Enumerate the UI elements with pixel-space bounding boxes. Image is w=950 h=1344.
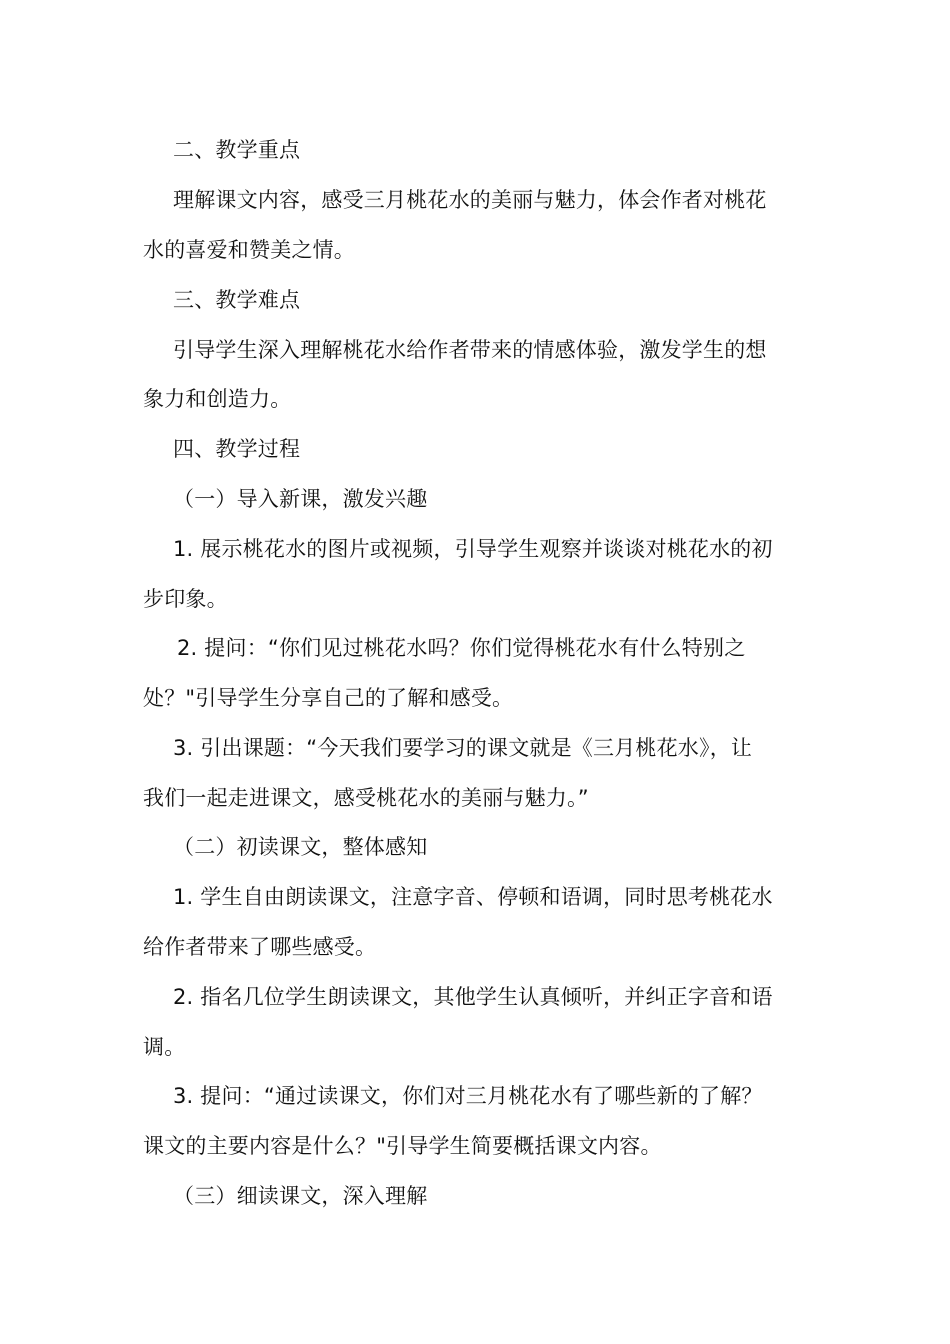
heading-process: 四、教学过程: [173, 437, 301, 461]
list-item-line: 课文的主要内容是什么？"引导学生简要概括课文内容。: [143, 1134, 662, 1158]
list-item-line: 步印象。: [143, 587, 228, 611]
list-item-line: 1. 学生自由朗读课文，注意字音、停顿和语调，同时思考桃花水: [173, 885, 773, 909]
paragraph-line: 理解课文内容，感受三月桃花水的美丽与魅力，体会作者对桃花: [173, 188, 767, 212]
list-item-line: 调。: [143, 1035, 186, 1059]
subheading-intro: （一）导入新课，激发兴趣: [173, 487, 428, 511]
list-item-line: 2. 指名几位学生朗读课文，其他学生认真倾听，并纠正字音和语: [173, 985, 773, 1009]
list-item-line: 给作者带来了哪些感受。: [143, 935, 377, 959]
subheading-close-reading: （三）细读课文，深入理解: [173, 1184, 428, 1208]
heading-key-points: 二、教学重点: [173, 138, 301, 162]
paragraph-line: 象力和创造力。: [143, 387, 292, 411]
paragraph-line: 水的喜爱和赞美之情。: [143, 238, 355, 262]
heading-difficulties: 三、教学难点: [173, 288, 301, 312]
list-item-line: 3. 引出课题：“今天我们要学习的课文就是《三月桃花水》，让: [173, 736, 753, 760]
list-item-line: 3. 提问：“通过读课文，你们对三月桃花水有了哪些新的了解？: [173, 1084, 763, 1108]
subheading-first-reading: （二）初读课文，整体感知: [173, 835, 428, 859]
paragraph-line: 引导学生深入理解桃花水给作者带来的情感体验，激发学生的想: [173, 338, 767, 362]
list-item-line: 2. 提问：“你们见过桃花水吗？你们觉得桃花水有什么特别之: [177, 636, 746, 660]
list-item-line: 我们一起走进课文，感受桃花水的美丽与魅力。”: [143, 786, 589, 810]
list-item-line: 处？"引导学生分享自己的了解和感受。: [143, 686, 514, 710]
list-item-line: 1. 展示桃花水的图片或视频，引导学生观察并谈谈对桃花水的初: [173, 537, 773, 561]
